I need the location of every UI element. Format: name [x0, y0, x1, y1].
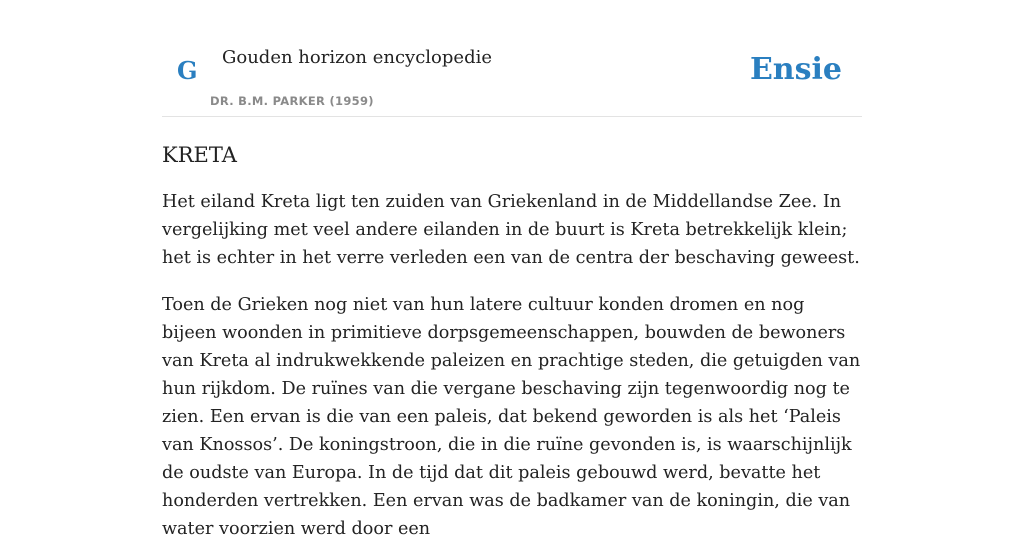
book-title-link[interactable]: Gouden horizon encyclopedie — [222, 47, 492, 68]
site-header — [162, 0, 862, 117]
book-logo[interactable]: G — [177, 56, 198, 85]
entry-paragraph-1: Het eiland Kreta ligt ten zuiden van Griekenland in de Middellandse Zee. In vergelijking met veel andere eilanden in de buurt is Kreta betrekkelijk klein; het is echter in het verre verleden een van de centra der beschaving geweest. — [162, 192, 860, 268]
book-author: DR. B.M. PARKER (1959) — [210, 94, 374, 108]
entry-paragraph-2: Toen de Grieken nog niet van hun latere cultuur konden dromen en nog bijeen woonden in primitieve dorpsgemeenschappen, bouwden de bewoners van Kreta al indrukwekkende paleizen en prachtige steden, die getuigden van hun rijkdom. De ruïnes van die vergane beschaving zijn tegenwoordig nog te zien. Een ervan is die van een paleis, dat bekend geworden is als het ‘Paleis van Knossos’. De koningstroon, die in die ruïne gevonden is, is waarschijnlijk de oudste van Europa. In de tijd dat dit paleis gebouwd werd, bevatte het honderden vertrekken. Een ervan was de badkamer van de koningin, die van water voorzien werd door een — [162, 295, 861, 539]
ensie-brand-logo[interactable]: Ensie — [749, 52, 842, 87]
entry-title: KRETA — [162, 143, 237, 167]
article-content — [162, 138, 862, 543]
